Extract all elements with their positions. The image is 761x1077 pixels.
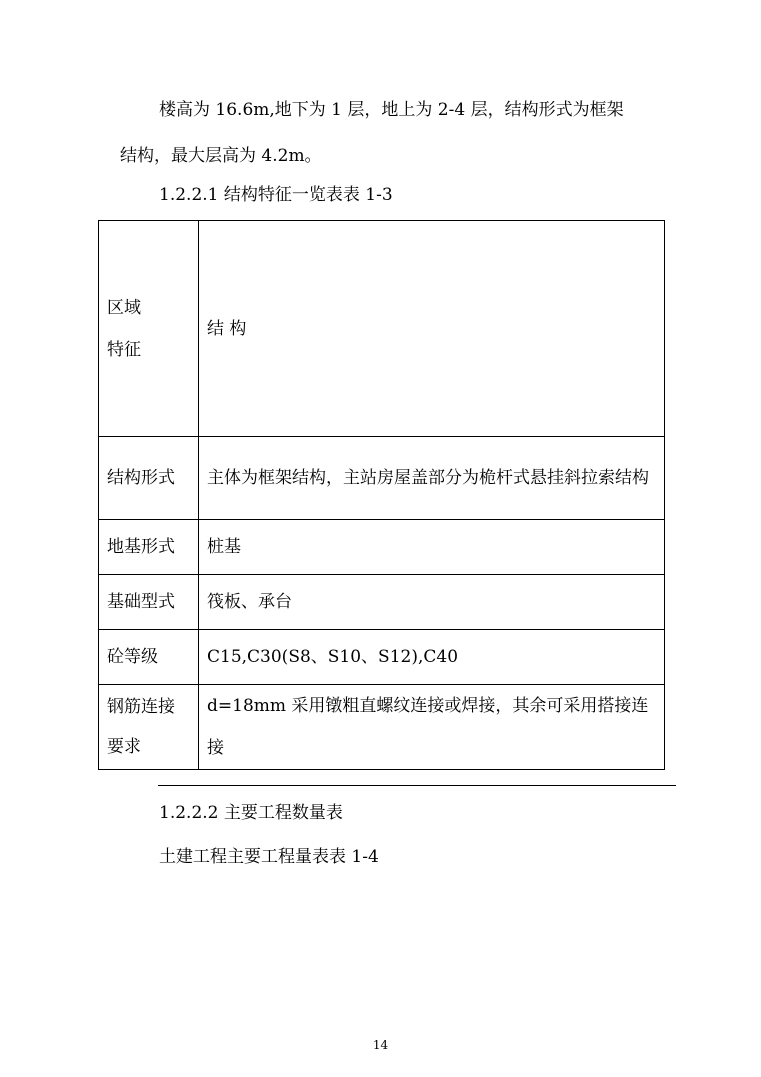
header-structure-cell: 结 构: [199, 221, 665, 437]
horizontal-divider: [158, 785, 676, 786]
header-feature-label: 特征: [107, 339, 141, 360]
row-label-rebar-connection: 钢筋连接要求: [99, 685, 199, 770]
row-value-rebar-connection: d=18mm 采用镦粗直螺纹连接或焊接，其余可采用搭接连接: [199, 685, 665, 770]
row-value-structure-form: 主体为框架结构，主站房屋盖部分为桅杆式悬挂斜拉索结构: [199, 437, 665, 520]
row-label-base-type: 基础型式: [99, 575, 199, 630]
intro-line-2: 结构，最大层高为 4.2m。: [120, 146, 322, 166]
row-label-concrete-grade: 砼等级: [99, 630, 199, 685]
intro-line-1: 楼高为 16.6m,地下为 1 层，地上为 2-4 层，结构形式为框架: [159, 100, 624, 120]
table-row: [99, 575, 665, 630]
table-header-row: [99, 221, 665, 437]
header-region-label: 区域: [107, 297, 141, 318]
section-title: 1.2.2.2 主要工程数量表: [159, 803, 343, 823]
table-row: [99, 520, 665, 575]
table-caption: 1.2.2.1 结构特征一览表表 1-3: [159, 185, 393, 205]
section-caption: 土建工程主要工程量表表 1-4: [159, 847, 379, 867]
table-row: [99, 437, 665, 520]
structure-feature-table: [98, 220, 665, 770]
page-number: 14: [372, 1038, 389, 1052]
row-label-structure-form: 结构形式: [99, 437, 199, 520]
row-value-foundation-form: 桩基: [199, 520, 665, 575]
table-row: [99, 685, 665, 770]
header-region-cell: [99, 221, 199, 437]
table-row: [99, 630, 665, 685]
row-value-concrete-grade: C15,C30(S8、S10、S12),C40: [199, 630, 665, 685]
row-value-base-type: 筏板、承台: [199, 575, 665, 630]
row-label-foundation-form: 地基形式: [99, 520, 199, 575]
